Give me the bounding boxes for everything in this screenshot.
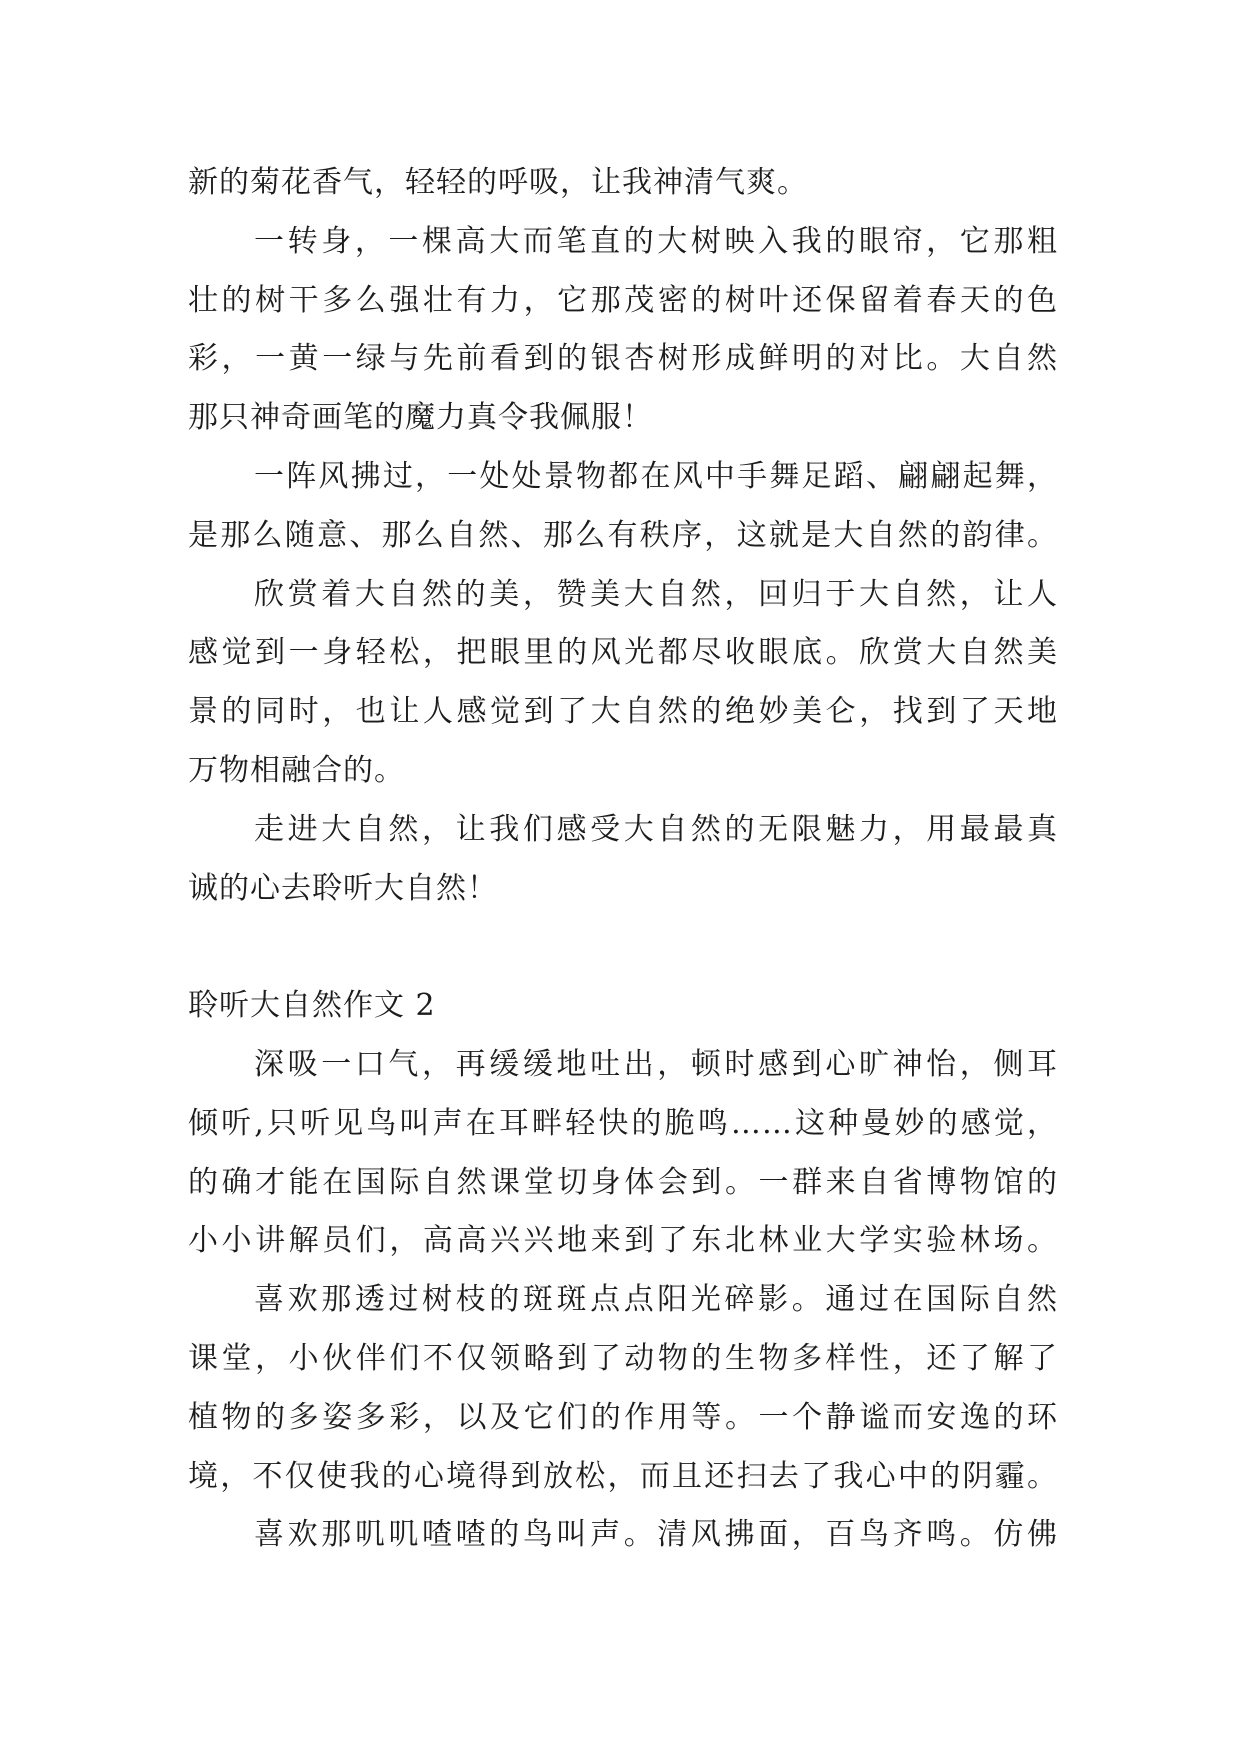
- essay-body: [188, 154, 1058, 1565]
- paragraph-6-line-1: 喜欢那透过树枝的斑斑点点阳光碎影。通过在国际自然: [254, 1282, 1058, 1318]
- section-gap: [188, 918, 1058, 977]
- paragraph-1-line-1: 一转身，一棵高大而笔直的大树映入我的眼帘，它那粗: [254, 223, 1058, 259]
- paragraph-2-line-1: 一阵风拂过，一处处景物都在风中手舞足蹈、翩翩起舞，: [254, 458, 1058, 494]
- paragraph-3-line-1: 欣赏着大自然的美，赞美大自然，回归于大自然，让人: [254, 576, 1058, 612]
- paragraph-3-line-3: 景的同时，也让人感觉到了大自然的绝妙美仑，找到了天地: [188, 694, 1058, 730]
- paragraph-1-line-4: 那只神奇画笔的魔力真令我佩服！: [188, 400, 653, 436]
- paragraph-3-line-4: 万物相融合的。: [188, 752, 405, 788]
- paragraph-5-line-3: 的确才能在国际自然课堂切身体会到。一群来自省博物馆的: [188, 1164, 1058, 1200]
- paragraph-6-line-2: 课堂，小伙伴们不仅领略到了动物的生物多样性，还了解了: [188, 1340, 1058, 1376]
- paragraph-5-line-4: 小小讲解员们，高高兴兴地来到了东北林业大学实验林场。: [188, 1223, 1058, 1259]
- paragraph-4-line-1: 走进大自然，让我们感受大自然的无限魅力，用最最真: [254, 811, 1058, 847]
- paragraph-6-line-4: 境，不仅使我的心境得到放松，而且还扫去了我心中的阴霾。: [188, 1458, 1058, 1494]
- paragraph-continuation-line: 新的菊花香气，轻轻的呼吸，让我神清气爽。: [188, 165, 808, 200]
- paragraph-1-line-3: 彩，一黄一绿与先前看到的银杏树形成鲜明的对比。大自然: [188, 341, 1058, 377]
- paragraph-2-line-2: 是那么随意、那么自然、那么有秩序，这就是大自然的韵律。: [188, 517, 1058, 553]
- section-title: 聆听大自然作文 2: [188, 988, 436, 1024]
- paragraph-5-line-2: 倾听,只听见鸟叫声在耳畔轻快的脆鸣……这种曼妙的感觉，: [188, 1105, 1058, 1141]
- paragraph-6-line-3: 植物的多姿多彩，以及它们的作用等。一个静谧而安逸的环: [188, 1399, 1058, 1435]
- paragraph-4-line-2: 诚的心去聆听大自然！: [188, 870, 498, 906]
- paragraph-1-line-2: 壮的树干多么强壮有力，它那茂密的树叶还保留着春天的色: [188, 282, 1058, 318]
- paragraph-3-line-2: 感觉到一身轻松，把眼里的风光都尽收眼底。欣赏大自然美: [188, 635, 1058, 671]
- paragraph-5-line-1: 深吸一口气，再缓缓地吐出，顿时感到心旷神怡，侧耳: [254, 1046, 1058, 1082]
- paragraph-7-line-1: 喜欢那叽叽喳喳的鸟叫声。清风拂面，百鸟齐鸣。仿佛: [254, 1517, 1058, 1553]
